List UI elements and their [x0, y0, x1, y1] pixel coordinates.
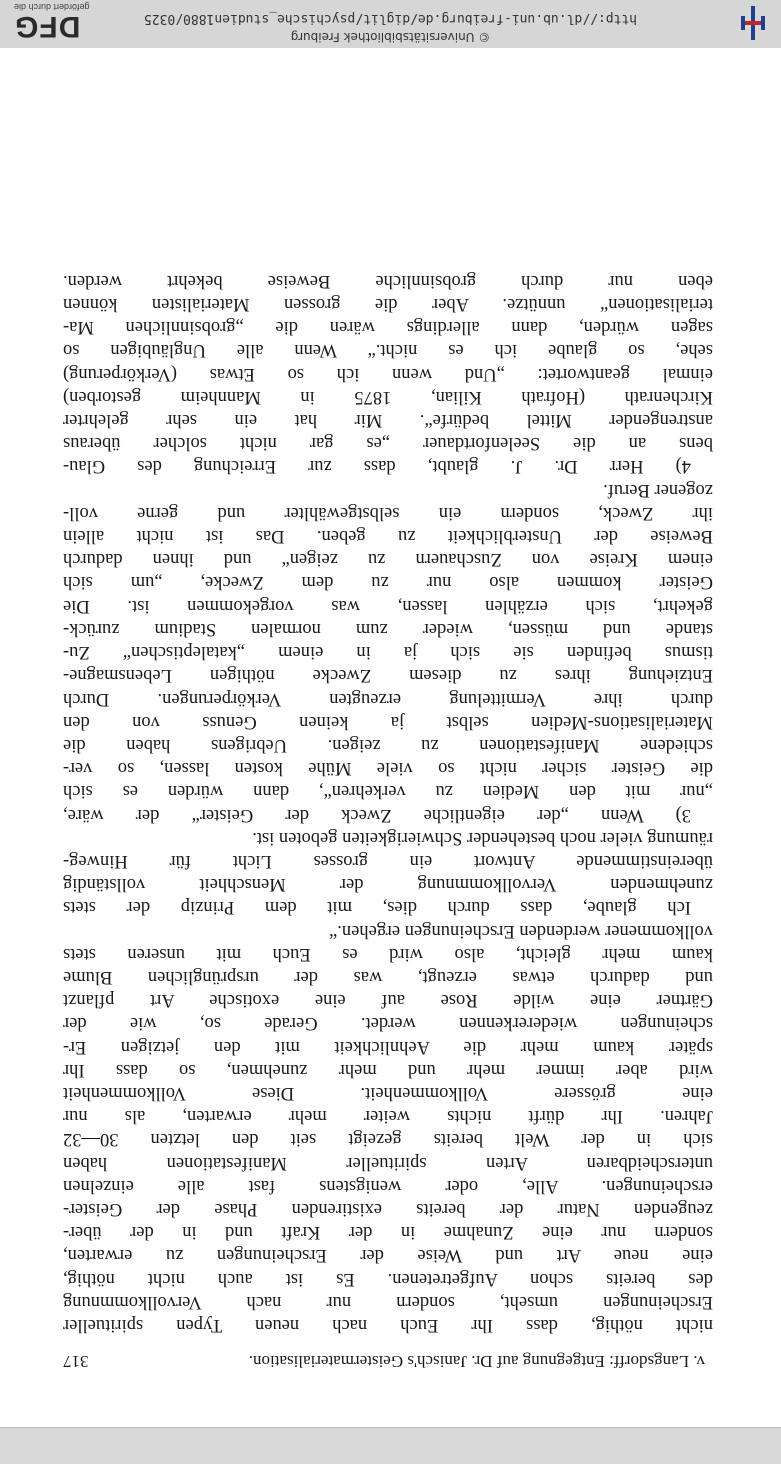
- text-line: sondern nur eine Zunahme in der Kraft und in der über-: [63, 1222, 713, 1243]
- text-line: gekehrt, sich erzählen lassen, was vorgekommen ist. Die: [63, 595, 713, 616]
- text-line: übereinstimmende Antwort ein grosses Licht für Hinweg-: [63, 850, 713, 871]
- text-line: unterscheidbaren Arten spiritueller Manifestationen haben: [63, 1152, 713, 1173]
- text-line: terialisationen“ unnütze. Aber die grossen Materialisten können: [63, 294, 713, 315]
- page-number: 317: [63, 1352, 89, 1371]
- text-line: schiedene Manifestationen zu zeigen. Uebrigens haben die: [63, 734, 713, 755]
- text-line: kaum mehr gleicht, also wird es Euch mit unseren stets: [63, 943, 713, 964]
- text-line: nicht nöthig, dass Ihr Euch nach neuen Typen spiritueller: [63, 1315, 713, 1335]
- text-line: scheinungen wiedererkennen werdet. Gerade so, wie der: [63, 1013, 713, 1034]
- text-line: tismus befinden sie sich ja in einem „kataleptischen“ Zu-: [63, 642, 713, 663]
- text-line: sagen würden, dann allerdings wären die „grobsinnlichen Ma-: [63, 317, 713, 338]
- text-line: Entziehung ihres zu diesem Zwecke nöthigen Lebensmagne-: [63, 665, 713, 686]
- document-page: [63, 269, 713, 1372]
- text-line: zogener Beruf.: [603, 479, 713, 500]
- text-line: „nur mit den Medien zu verkehren“, dann würden es sich: [63, 781, 713, 802]
- text-line: bens an die Seelenfortdauer „es gar nicht solcher überaus: [63, 433, 713, 454]
- text-line: 4) Herr Dr. J. glaubt, dass zur Erreichung des Glau-: [63, 456, 691, 477]
- body-text: [63, 269, 713, 1336]
- text-line: vollkommener werdenden Erscheinungen ergehen.“: [329, 920, 713, 941]
- text-line: einmal geantwortet: „Und wenn ich so Etwas (Verkörperung): [63, 363, 713, 384]
- running-head-title: v. Langsdorff: Entgegnung auf Dr. Janisch's Geistermaterialisation.: [248, 1352, 705, 1371]
- text-line: zunehmenden Vervollkommnung der Menschheit vollständig: [63, 874, 713, 895]
- text-line: Materialisations-Medien selbst ja keinen Genuss von den: [63, 711, 713, 732]
- text-line: sehe, so glaube ich es nicht.“ Wenn alle Ungläubigen so: [63, 340, 713, 361]
- permalink-url[interactable]: http://dl.ub.uni-freiburg.de/diglit/psychische_studien1880/0325: [143, 11, 638, 26]
- text-line: räumung vieler noch bestehender Schwierigkeiten geboten ist.: [252, 827, 713, 848]
- text-line: Ich glaube, dass durch dies, mit dem Prinzip der stets: [63, 897, 691, 918]
- text-line: Gärtner eine wilde Rose auf eine exotische Art pflanzt: [63, 990, 713, 1011]
- text-line: die Geister sicher nicht so viele Mühe kosten lassen, so ver-: [63, 758, 713, 779]
- text-line: sich in der Welt bereits gezeigt seit den letzten 30—32: [63, 1129, 713, 1150]
- dfg-logo: [14, 2, 134, 43]
- dfg-logo-mark: DFG: [14, 10, 81, 43]
- viewer-top-bar: [0, 1427, 781, 1464]
- text-line: stande und müssen, wieder zum normalen Stadium zurück-: [63, 618, 713, 639]
- text-line: eben nur durch grobsinnliche Beweise bekehrt werden.: [63, 270, 713, 291]
- text-line: wird aber immer mehr und mehr zunehmen, so dass Ihr: [63, 1059, 713, 1080]
- text-line: einem Kreise von Zuschauern zu zeigen“ und ihnen dadurch: [63, 549, 713, 570]
- text-line: ihr Zweck, sondern ein selbstgewählter und gerne voll-: [63, 502, 713, 523]
- dfg-logo-caption: gefördert durch die: [14, 2, 90, 12]
- text-line: Jahren. Ihr dürft nichts weiter mehr erwarten, als nur: [63, 1106, 713, 1127]
- copyright-notice: © Universitätsbibliothek Freiburg: [290, 30, 491, 44]
- text-line: anstrengender Mittel bedürfe“. Mir hat ein sehr gelehrter: [63, 410, 713, 431]
- running-head: [63, 1350, 713, 1372]
- text-line: eine neue Art und Weise der Erscheinungen zu erwarten,: [63, 1245, 713, 1266]
- text-line: Geister kommen also nur zu dem Zwecke, „um sich: [63, 572, 713, 593]
- text-line: zeugenden Natur der bereits existirenden Phase der Geister-: [63, 1198, 713, 1219]
- text-line: eine grössere Vollkommenheit. Diese Vollkommenheit: [63, 1082, 713, 1103]
- text-line: des bereits schon Aufgetretenen. Es ist auch nicht nöthig,: [63, 1268, 713, 1289]
- text-line: und dadurch etwas erzeugt, was der ursprünglichen Blume: [63, 966, 713, 987]
- text-line: Kirchenrath (Hofrath Kilian, 1875 in Mannheim gestorben): [63, 386, 713, 407]
- text-line: Beweise der Unsterblichkeit zu geben. Das ist nicht allein: [63, 526, 713, 547]
- text-line: durch ihre Vermittelung erzeugten Verkörperungen. Durch: [63, 688, 713, 709]
- text-line: Erscheinungen umseht, sondern nur nach Vervollkommnung: [63, 1291, 713, 1312]
- text-line: 3) Wenn „der eigentliche Zweck der Geister“ der wäre,: [63, 804, 691, 825]
- text-line: später kaum mehr die Aehnlichkeit mit den jetzigen Er-: [63, 1036, 713, 1057]
- text-line: erscheinungen. Alle, oder wenigstens fast alle einzelnen: [63, 1175, 713, 1196]
